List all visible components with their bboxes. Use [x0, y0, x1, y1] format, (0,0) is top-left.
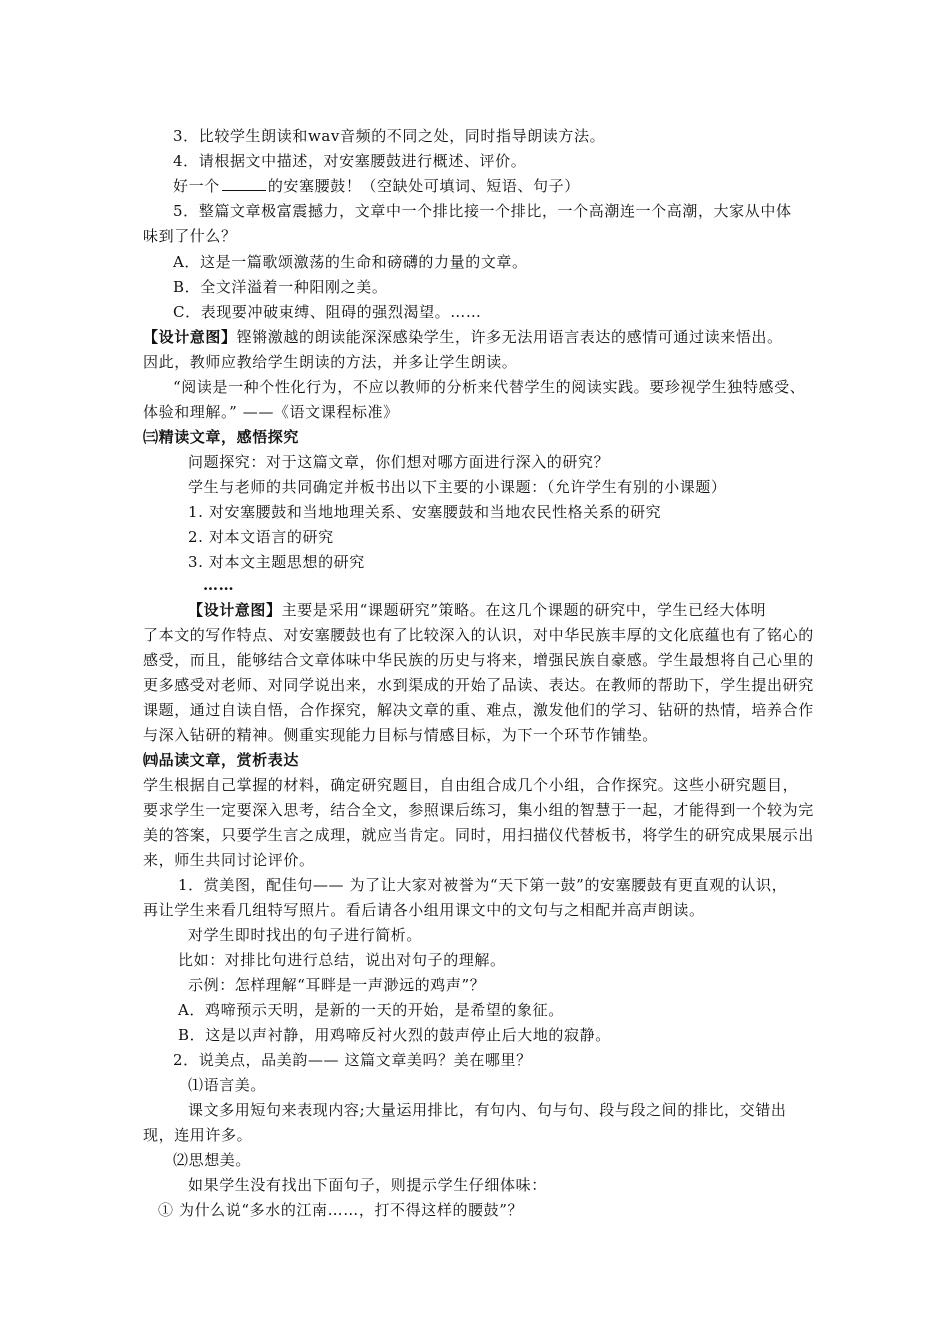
text-line: 比如：对排比句进行总结，说出对句子的理解。 — [178, 951, 506, 969]
design-intent-line — [188, 598, 766, 622]
text-line: 课题，通过自读自悟，合作探究，解决文章的重、难点，激发他们的学习、钻研的热情，培养合作 — [143, 701, 814, 719]
text-line: 现，连用许多。 — [143, 1126, 253, 1144]
text-line: 问题探究：对于这篇文章，你们想对哪方面进行深入的研究？ — [188, 453, 610, 471]
text-line: 了本文的写作特点、对安塞腰鼓也有了比较深入的认识，对中华民族丰厚的文化底蕴也有了铭心的 — [143, 626, 814, 644]
text-line: 2．说美点，品美韵—— 这篇文章美吗？美在哪里？ — [173, 1051, 532, 1069]
text-line: 1．赏美图，配佳句—— 为了让大家对被誉为“天下第一鼓”的安塞腰鼓有更直观的认识， — [178, 876, 788, 894]
text-line: 课文多用短句来表现内容;大量运用排比，有句内、句与句、段与段之间的排比，交错出 — [188, 1101, 787, 1119]
text-line: 如果学生没有找出下面句子，则提示学生仔细体味： — [188, 1176, 547, 1194]
text-line: 5．整篇文章极富震撼力，文章中一个排比接一个排比，一个高潮连一个高潮，大家从中体 — [173, 202, 792, 220]
text-fragment: 好一个 — [173, 177, 220, 195]
text-line: 3．比较学生朗读和wav音频的不同之处，同时指导朗读方法。 — [173, 127, 606, 145]
text-fragment: 的安塞腰鼓！（空缺处可填词、短语、句子） — [267, 177, 580, 195]
sub-heading: ⑵思想美。 — [173, 1151, 252, 1169]
text-line: 更多感受对老师、对同学说出来，水到渠成的开始了品读、表达。在教师的帮助下，学生提出研究 — [143, 676, 814, 694]
text-line: 味到了什么？ — [143, 227, 237, 245]
design-intent-line — [143, 325, 783, 349]
text-line: 学生根据自己掌握的材料，确定研究题目，自由组合成几个小组，合作探究。这些小研究题目， — [143, 776, 799, 794]
list-item: 3. 对本文主题思想的研究 — [188, 553, 365, 571]
section-heading: ㈢精读文章，感悟探究 — [143, 428, 300, 446]
text-line: 4．请根据文中描述，对安塞腰鼓进行概述、评价。 — [173, 152, 527, 170]
quote-line: “阅读是一种个性化行为，不应以教师的分析来代替学生的阅读实践。要珍视学生独特感受、 — [173, 378, 806, 396]
text-line: 再让学生来看几组特写照片。看后请各小组用课文中的文句与之相配并高声朗读。 — [143, 901, 705, 919]
text-fragment: 铿锵激越的朗读能深深感染学生，许多无法用语言表达的感情可通过读来悟出。 — [236, 328, 783, 346]
text-line: 与深入钻研的精神。侧重实现能力目标与情感目标，为下一个环节作铺垫。 — [143, 726, 658, 744]
text-line: 要求学生一定要深入思考，结合全文，参照课后练习，集小组的智慧于一起，才能得到一个较为完 — [143, 801, 814, 819]
text-fragment: 主要是采用“课题研究”策略。在这几个课题的研究中，学生已经大体明 — [281, 601, 767, 619]
text-line: 对学生即时找出的句子进行简析。 — [188, 926, 423, 944]
option-line: B．这是以声衬静，用鸡啼反衬火烈的鼓声停止后大地的寂静。 — [178, 1026, 611, 1044]
text-line: 感受，而且，能够结合文章体味中华民族的历史与将来，增强民族自豪感。学生最想将自己心里的 — [143, 651, 814, 669]
section-heading: ㈣品读文章，赏析表达 — [143, 751, 300, 769]
list-item: 2. 对本文语言的研究 — [188, 528, 334, 546]
text-line: 学生与老师的共同确定并板书出以下主要的小课题：（允许学生有别的小课题） — [188, 478, 727, 496]
ellipsis-line: …… — [203, 576, 235, 594]
text-line: 示例：怎样理解“耳畔是一声渺远的鸡声”？ — [188, 976, 486, 994]
text-line: 因此，教师应教给学生朗读的方法，并多让学生朗读。 — [143, 353, 518, 371]
text-line: 来，师生共同讨论评价。 — [143, 851, 315, 869]
sub-heading: ⑴语言美。 — [188, 1076, 267, 1094]
text-line — [173, 174, 580, 198]
quote-line: 体验和理解。” ——《语文课程标准》 — [143, 403, 399, 421]
option-line: A．这是一篇歌颂激荡的生命和磅礴的力量的文章。 — [173, 253, 528, 271]
text-line: ① 为什么说“多水的江南……，打不得这样的腰鼓”？ — [158, 1201, 524, 1219]
design-intent-label: 【设计意图】 — [143, 328, 237, 346]
text-line: 美的答案，只要学生言之成理，就应当肯定。同时，用扫描仪代替板书，将学生的研究成果展示出 — [143, 826, 814, 844]
option-line: C．表现要冲破束缚、阻碍的强烈渴望。…… — [173, 303, 482, 321]
list-item: 1. 对安塞腰鼓和当地地理关系、安塞腰鼓和当地农民性格关系的研究 — [188, 503, 662, 521]
option-line: B．全文洋溢着一种阳刚之美。 — [173, 278, 388, 296]
fill-in-blank — [222, 176, 266, 191]
design-intent-label: 【设计意图】 — [188, 601, 282, 619]
option-line: A．鸡啼预示天明，是新的一天的开始，是希望的象征。 — [178, 1001, 564, 1019]
